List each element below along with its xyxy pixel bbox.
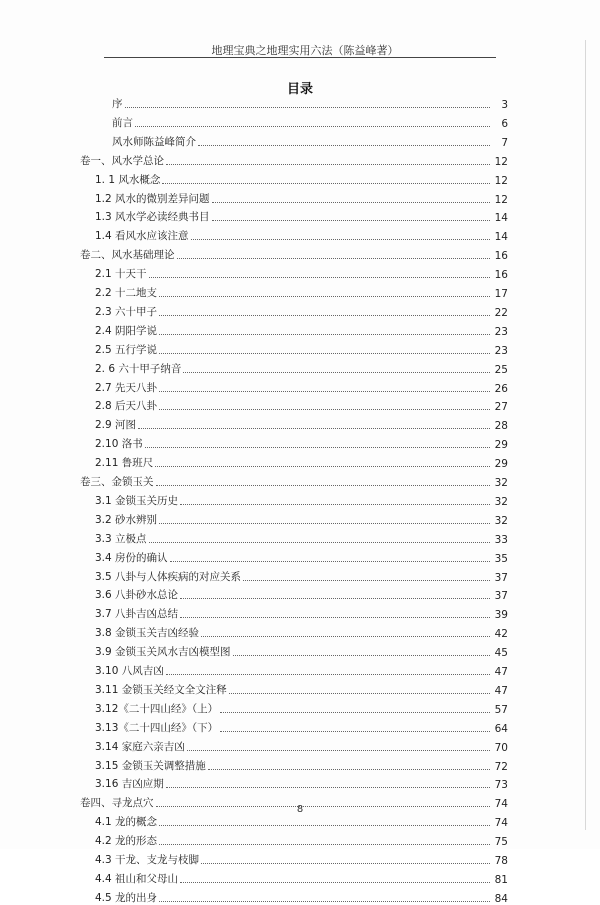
toc-entry-label: 序 — [112, 98, 123, 110]
toc-leader-dots — [198, 145, 490, 146]
toc-entry[interactable] — [80, 150, 508, 168]
toc-entry-page: 12 — [494, 174, 508, 187]
toc-leader-dots — [159, 901, 490, 902]
toc-leader-dots — [220, 712, 490, 713]
toc-leader-dots — [166, 787, 490, 788]
toc-entry[interactable] — [95, 868, 508, 886]
toc-entry[interactable] — [95, 206, 508, 224]
toc-leader-dots — [180, 882, 490, 883]
toc-entry[interactable] — [95, 263, 508, 281]
toc-entry[interactable] — [95, 339, 508, 357]
toc-entry-page: 14 — [494, 212, 508, 225]
toc-entry-page: 37 — [494, 590, 508, 603]
toc-entry-label: 2.8 后天八卦 — [95, 400, 158, 413]
toc-entry-label: 3.7 八卦吉凶总结 — [95, 608, 179, 621]
toc-entry-label: 2.5 五行学说 — [95, 343, 158, 356]
toc-entry-label: 卷三、金锁玉关 — [80, 476, 154, 488]
toc-entry-page: 47 — [494, 684, 508, 697]
header-rule — [104, 57, 496, 58]
toc-entry[interactable] — [95, 773, 508, 791]
toc-entry-label: 2.1 十天干 — [95, 268, 147, 281]
toc-entry-page: 42 — [494, 628, 508, 641]
toc-entry[interactable] — [95, 547, 508, 565]
toc-leader-dots — [180, 617, 490, 618]
toc-leader-dots — [145, 447, 490, 448]
toc-entry-label: 1. 1 风水概念 — [95, 173, 161, 186]
toc-entry-page: 32 — [494, 477, 508, 489]
toc-entry-label: 3.15 金锁玉关调整措施 — [95, 759, 206, 772]
toc-entry-label: 3.6 八卦砂水总论 — [95, 589, 179, 602]
toc-entry[interactable] — [95, 887, 508, 905]
toc-entry[interactable] — [95, 282, 508, 300]
toc-entry-page: 73 — [494, 779, 508, 792]
toc-leader-dots — [125, 107, 491, 108]
toc-entry[interactable] — [80, 471, 508, 489]
toc-leader-dots — [180, 504, 490, 505]
toc-entry-page: 32 — [494, 514, 508, 527]
toc-leader-dots — [166, 674, 490, 675]
toc-leader-dots — [180, 598, 490, 599]
toc-entry-page: 26 — [494, 382, 508, 395]
scan-edge-line — [585, 40, 586, 830]
toc-entry[interactable] — [95, 698, 508, 716]
toc-entry-page: 7 — [501, 136, 508, 149]
toc-leader-dots — [229, 693, 490, 694]
toc-entry-page: 14 — [494, 231, 508, 244]
toc-leader-dots — [159, 353, 490, 354]
toc-entry-page: 25 — [494, 363, 508, 376]
toc-entry-label: 1.2 风水的微别差异问题 — [95, 192, 210, 205]
toc-entry-page: 37 — [494, 571, 508, 584]
toc-entry[interactable] — [80, 244, 508, 262]
toc-entry-label: 3.13《二十四山经》（下） — [95, 721, 219, 734]
toc-leader-dots — [243, 580, 490, 581]
toc-entry-label: 3.11 金锁玉关经文全文注释 — [95, 683, 227, 696]
toc-entry-page: 28 — [494, 420, 508, 433]
toc-entry-page: 16 — [494, 269, 508, 282]
running-header: 地理宝典之地理实用六法（陈益峰著） — [211, 44, 399, 57]
toc-entry-page: 23 — [494, 344, 508, 357]
toc-entry[interactable] — [95, 584, 508, 602]
toc-entry-page: 29 — [494, 439, 508, 452]
toc-entry-page: 45 — [494, 647, 508, 660]
toc-entry-label: 2.9 河图 — [95, 419, 137, 432]
toc-entry-page: 72 — [494, 760, 508, 773]
toc-leader-dots — [156, 485, 491, 486]
toc-leader-dots — [208, 769, 490, 770]
toc-leader-dots — [149, 277, 490, 278]
toc-entry-label: 4.5 龙的出身 — [95, 891, 158, 904]
toc-entry-label: 2.11 鲁班尺 — [95, 457, 154, 470]
toc-entry[interactable] — [112, 112, 508, 130]
toc-entry-page: 23 — [494, 325, 508, 338]
toc-leader-dots — [212, 220, 490, 221]
toc-entry-label: 1.3 风水学必读经典书目 — [95, 211, 210, 224]
toc-entry-page: 39 — [494, 609, 508, 622]
toc-entry-page: 84 — [494, 892, 508, 905]
toc-entry-label: 卷二、风水基础理论 — [80, 249, 175, 262]
page-number: 8 — [296, 804, 304, 815]
toc-leader-dots — [191, 239, 490, 240]
toc-entry[interactable] — [95, 169, 508, 187]
toc-leader-dots — [166, 164, 490, 165]
toc-entry[interactable] — [95, 830, 508, 848]
toc-entry-page: 74 — [494, 817, 508, 830]
toc-entry-page: 17 — [494, 288, 508, 300]
toc-leader-dots — [159, 391, 490, 392]
toc-title: 目录 — [286, 82, 313, 97]
toc-entry-page: 74 — [494, 798, 508, 811]
toc-entry-page: 6 — [501, 117, 508, 130]
toc-entry[interactable] — [112, 131, 508, 149]
toc-leader-dots — [155, 466, 490, 467]
toc-entry-label: 2.2 十二地支 — [95, 287, 158, 299]
toc-entry-label: 3.1 金锁玉关历史 — [95, 494, 179, 507]
toc-entry[interactable] — [95, 736, 508, 754]
toc-leader-dots — [159, 409, 490, 410]
toc-entry[interactable] — [95, 414, 508, 432]
toc-entry[interactable] — [95, 755, 508, 773]
toc-entry[interactable] — [95, 660, 508, 678]
toc-entry[interactable] — [95, 566, 508, 584]
toc-entry-page: 47 — [494, 666, 508, 678]
toc-entry-label: 1.4 看风水应该注意 — [95, 230, 189, 243]
toc-entry[interactable] — [112, 93, 508, 111]
toc-entry-page: 75 — [494, 836, 508, 849]
toc-leader-dots — [159, 523, 490, 524]
toc-entry-page: 78 — [494, 855, 508, 867]
toc-entry-label: 2.3 六十甲子 — [95, 305, 158, 318]
toc-entry-label: 3.9 金锁玉关风水吉凶模型图 — [95, 646, 231, 659]
toc-entry-label: 4.4 祖山和父母山 — [95, 872, 179, 885]
toc-entry[interactable] — [95, 188, 508, 206]
toc-entry-label: 4.3 干龙、支龙与枝脚 — [95, 854, 200, 866]
toc-entry-label: 风水师陈益峰简介 — [112, 135, 196, 148]
toc-entry[interactable] — [95, 849, 508, 867]
toc-leader-dots — [159, 334, 490, 335]
toc-leader-dots — [220, 731, 490, 732]
toc-leader-dots — [149, 542, 490, 543]
toc-entry[interactable] — [95, 358, 508, 376]
toc-entry-page: 70 — [494, 741, 508, 754]
toc-entry[interactable] — [95, 641, 508, 659]
toc-leader-dots — [159, 296, 490, 297]
toc-entry[interactable] — [95, 225, 508, 243]
toc-leader-dots — [187, 750, 490, 751]
toc-entry-label: 2. 6 六十甲子纳音 — [95, 362, 182, 375]
toc-entry-label: 3.2 砂水辨别 — [95, 513, 158, 526]
toc-entry[interactable] — [95, 452, 508, 470]
toc-entry[interactable] — [95, 490, 508, 508]
toc-entry-page: 12 — [494, 155, 508, 168]
toc-entry-label: 卷一、风水学总论 — [80, 154, 164, 167]
toc-entry-label: 3.12《二十四山经》（上） — [95, 702, 219, 715]
toc-entry-label: 卷四、寻龙点穴 — [80, 797, 154, 810]
toc-entry[interactable] — [95, 717, 508, 735]
toc-entry-label: 3.14 家庭六亲吉凶 — [95, 740, 185, 753]
toc-entry[interactable] — [95, 320, 508, 338]
toc-entry-label: 3.10 八风吉凶 — [95, 665, 164, 677]
toc-entry-label: 2.10 洛书 — [95, 438, 143, 451]
toc-leader-dots — [159, 825, 490, 826]
toc-leader-dots — [170, 561, 490, 562]
toc-entry-page: 16 — [494, 250, 508, 263]
toc-entry-label: 2.4 阴阳学说 — [95, 324, 158, 337]
toc-entry-page: 33 — [494, 533, 508, 546]
toc-entry[interactable] — [95, 509, 508, 527]
toc-entry-page: 27 — [494, 401, 508, 414]
toc-leader-dots — [183, 372, 490, 373]
toc-entry-label: 3.16 吉凶应期 — [95, 778, 164, 791]
toc-entry-page: 81 — [494, 873, 508, 886]
toc-leader-dots — [159, 315, 490, 316]
toc-entry-label: 3.8 金锁玉关吉凶经验 — [95, 627, 200, 640]
toc-entry-label: 3.4 房份的确认 — [95, 551, 168, 564]
toc-leader-dots — [212, 202, 490, 203]
toc-entry[interactable] — [95, 603, 508, 621]
toc-entry[interactable] — [95, 377, 508, 395]
toc-entry-page: 12 — [494, 193, 508, 206]
toc-leader-dots — [159, 844, 490, 845]
toc-entry-label: 4.2 龙的形态 — [95, 835, 158, 848]
toc-entry-label: 4.1 龙的概念 — [95, 816, 158, 829]
toc-entry-page: 22 — [494, 306, 508, 319]
toc-entry-label: 2.7 先天八卦 — [95, 381, 158, 394]
toc-leader-dots — [233, 655, 490, 656]
toc-entry-page: 32 — [494, 495, 508, 508]
toc-entry[interactable] — [95, 301, 508, 319]
toc-entry[interactable] — [95, 433, 508, 451]
toc-entry-page: 57 — [494, 703, 508, 716]
toc-leader-dots — [135, 126, 490, 127]
toc-leader-dots — [201, 863, 490, 864]
toc-entry-page: 64 — [494, 722, 508, 735]
toc-entry-page: 29 — [494, 458, 508, 471]
toc-leader-dots — [201, 636, 490, 637]
toc-entry-page: 3 — [501, 99, 508, 111]
toc-leader-dots — [177, 258, 491, 259]
toc-entry-label: 3.3 立极点 — [95, 532, 147, 545]
toc-entry[interactable] — [95, 679, 508, 697]
toc-entry[interactable] — [95, 528, 508, 546]
toc-leader-dots — [138, 428, 490, 429]
toc-entry-label: 3.5 八卦与人体疾病的对应关系 — [95, 570, 242, 583]
toc-entry[interactable] — [95, 622, 508, 640]
toc-leader-dots — [162, 183, 490, 184]
toc-entry-label: 前言 — [112, 116, 133, 129]
toc-entry-page: 35 — [494, 552, 508, 565]
toc-entry[interactable] — [95, 395, 508, 413]
